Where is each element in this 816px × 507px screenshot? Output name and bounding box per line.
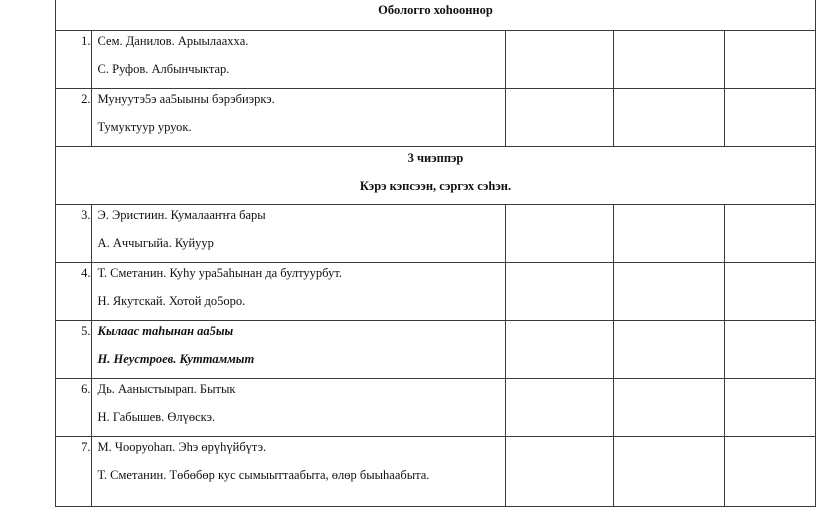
empty-cell — [724, 437, 815, 507]
row-number-cell: 4. — [56, 263, 92, 321]
empty-cell — [505, 205, 614, 263]
row-content-cell — [91, 205, 505, 263]
empty-cell — [505, 437, 614, 507]
row-number-cell: 1. — [56, 31, 92, 89]
table-row — [56, 379, 816, 437]
empty-cell — [614, 321, 724, 379]
empty-cell — [724, 321, 815, 379]
row-content-cell — [91, 321, 505, 379]
empty-cell — [614, 263, 724, 321]
row-line-1: М. Чооруоһап. Эһэ өрүһүйбүтэ. — [97, 440, 267, 454]
empty-cell — [614, 437, 724, 507]
empty-cell — [614, 379, 724, 437]
row-line-1: Т. Сметанин. Куһу ура5аһынан да бултуурбут. — [97, 266, 342, 280]
row-content-cell — [91, 379, 505, 437]
table-header-row — [56, 0, 816, 31]
empty-cell — [614, 89, 724, 147]
literature-plan-table — [55, 0, 816, 507]
row-line-2: С. Руфов. Албынчыктар. — [97, 62, 230, 76]
empty-cell — [505, 263, 614, 321]
row-number-cell: 7. — [56, 437, 92, 507]
empty-cell — [614, 205, 724, 263]
table-row — [56, 437, 816, 507]
row-line-2: Н. Якутскай. Хотой до5оро. — [97, 294, 246, 308]
empty-cell — [505, 31, 614, 89]
row-line-1: Дь. Ааныстыырап. Бытык — [97, 382, 236, 396]
empty-cell — [505, 89, 614, 147]
row-line-2: Н. Габышев. Өлүөскэ. — [97, 410, 216, 424]
section-subtitle: Кэрэ кэпсээн, сэргэх сэһэн. — [359, 179, 512, 193]
section-title: 3 чиэппэр — [407, 151, 464, 165]
table-row — [56, 31, 816, 89]
table-row — [56, 205, 816, 263]
row-line-2: Тумуктуур уруок. — [97, 120, 192, 134]
table-header-title: Обологго хоһооннор — [378, 3, 493, 17]
empty-cell — [505, 379, 614, 437]
empty-cell — [614, 31, 724, 89]
row-line-1: Мунуутэ5э аа5ыыны бэрэбиэркэ. — [97, 92, 275, 106]
row-line-2: Н. Неустроев. Куттаммыт — [97, 352, 255, 366]
row-number-cell: 3. — [56, 205, 92, 263]
empty-cell — [505, 321, 614, 379]
section-row — [56, 147, 816, 205]
row-content-cell — [91, 437, 505, 507]
empty-cell — [724, 31, 815, 89]
row-number-cell: 5. — [56, 321, 92, 379]
row-line-1: Кылаас таһынан аа5ыы — [97, 324, 234, 338]
empty-cell — [724, 263, 815, 321]
row-number-cell: 6. — [56, 379, 92, 437]
row-number-cell: 2. — [56, 89, 92, 147]
row-line-2: А. Аччыгыйа. Куйуур — [97, 236, 214, 250]
row-content-cell — [91, 31, 505, 89]
row-line-1: Сем. Данилов. Арыылааххa. — [97, 34, 249, 48]
empty-cell — [724, 205, 815, 263]
row-line-1: Э. Эристиин. Кумалааҥҥа бары — [97, 208, 266, 222]
row-line-2: Т. Сметанин. Төбөбөр кус сымыыттаабыта, өлөр быыһаабыта. — [97, 468, 430, 482]
row-content-cell — [91, 89, 505, 147]
table-row — [56, 263, 816, 321]
row-content-cell — [91, 263, 505, 321]
table-header-cell — [56, 0, 816, 31]
table-row — [56, 89, 816, 147]
empty-cell — [724, 89, 815, 147]
table-row — [56, 321, 816, 379]
section-cell — [56, 147, 816, 205]
empty-cell — [724, 379, 815, 437]
